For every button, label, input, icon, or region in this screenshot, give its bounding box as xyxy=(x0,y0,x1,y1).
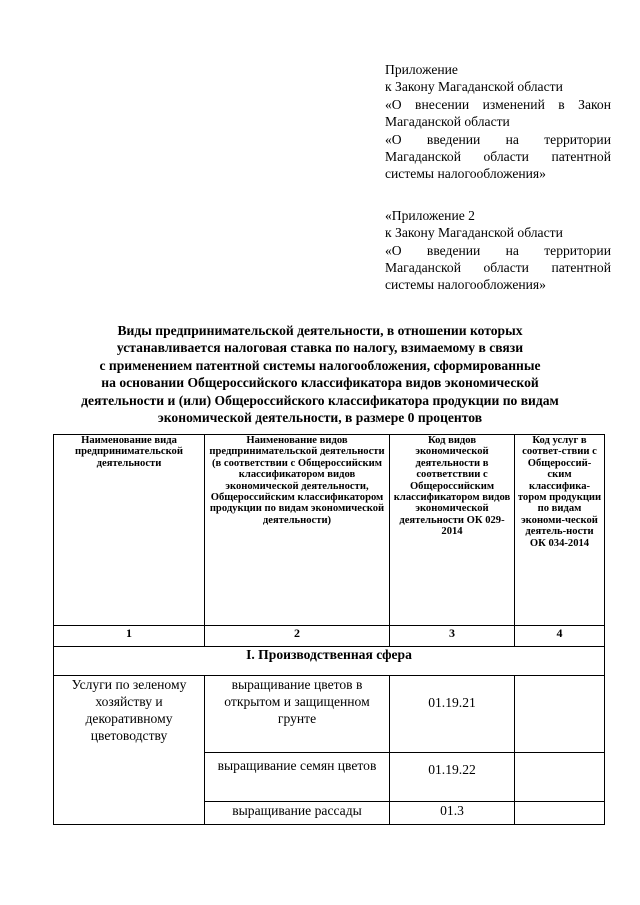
column-number: 4 xyxy=(515,626,605,647)
activity-type-cell: выращивание цветов в открытом и защищенном грунте xyxy=(205,676,390,753)
appendix-line: Приложение xyxy=(385,62,458,77)
title-line: деятельности и (или) Общероссийского классификатора продукции по видам xyxy=(81,392,559,408)
header-activity-types: Наименование видов предпринимательской деятельности (в соответствии с Общероссийским классификатором видов экономической деятельности, Общероссийским классификатором продукции по видам экономической деятельности) xyxy=(205,435,390,626)
okved-code-cell: 01.19.22 xyxy=(390,753,515,802)
okpd-code-cell xyxy=(515,753,605,802)
header-okved-code: Код видов экономической деятельности в соответствии с Общероссийским классификатором видов экономической деятельности ОК 029-2014 xyxy=(390,435,515,626)
column-number: 3 xyxy=(390,626,515,647)
okved-code-cell: 01.19.21 xyxy=(390,676,515,753)
appendix-line: к Закону Магаданской области xyxy=(385,225,563,241)
table-row xyxy=(54,676,605,753)
section-row xyxy=(54,647,605,676)
title-line: на основании Общероссийского классификатора видов экономической xyxy=(101,375,539,391)
document-title xyxy=(30,322,610,426)
column-number-row xyxy=(54,626,605,647)
appendix-2-note xyxy=(385,207,611,294)
okved-code-cell: 01.3 xyxy=(390,802,515,825)
activity-table xyxy=(53,434,605,825)
title-line: экономической деятельности, в размере 0 процентов xyxy=(157,410,483,426)
activity-type-cell: выращивание семян цветов xyxy=(205,753,390,802)
appendix-line: «О введении на территории Магаданской области патентной системы налогообложения» xyxy=(385,131,611,182)
appendix-line: «Приложение 2 xyxy=(385,207,475,223)
okpd-code-cell xyxy=(515,676,605,753)
header-okpd-code: Код услуг в соответ-ствии с Общероссий-ским классифика-тором продукции по видам экономи-ческой деятель-ности ОК 034-2014 xyxy=(515,435,605,626)
title-line: устанавливается налоговая ставка по налогу, взимаемому в связи xyxy=(116,340,524,356)
column-number: 1 xyxy=(54,626,205,647)
section-title: I. Производственная сфера xyxy=(54,647,605,676)
appendix-line: к Закону Магаданской области xyxy=(385,79,563,95)
appendix-line: «О внесении изменений в Закон Магаданской области xyxy=(385,96,611,130)
okpd-code-cell xyxy=(515,802,605,825)
appendix-line: «О введении на территории Магаданской области патентной системы налогообложения» xyxy=(385,242,611,293)
title-line: с применением патентной системы налогообложения, сформированные xyxy=(99,357,541,373)
activity-name-cell: Услуги по зеленому хозяйству и декоративному цветоводству xyxy=(54,676,205,825)
table-header-row xyxy=(54,435,605,626)
header-activity-name: Наименование вида предпринимательской деятельности xyxy=(54,435,205,626)
activity-type-cell: выращивание рассады xyxy=(205,802,390,825)
appendix-note xyxy=(385,61,611,294)
title-line: Виды предпринимательской деятельности, в отношении которых xyxy=(117,323,523,338)
column-number: 2 xyxy=(205,626,390,647)
